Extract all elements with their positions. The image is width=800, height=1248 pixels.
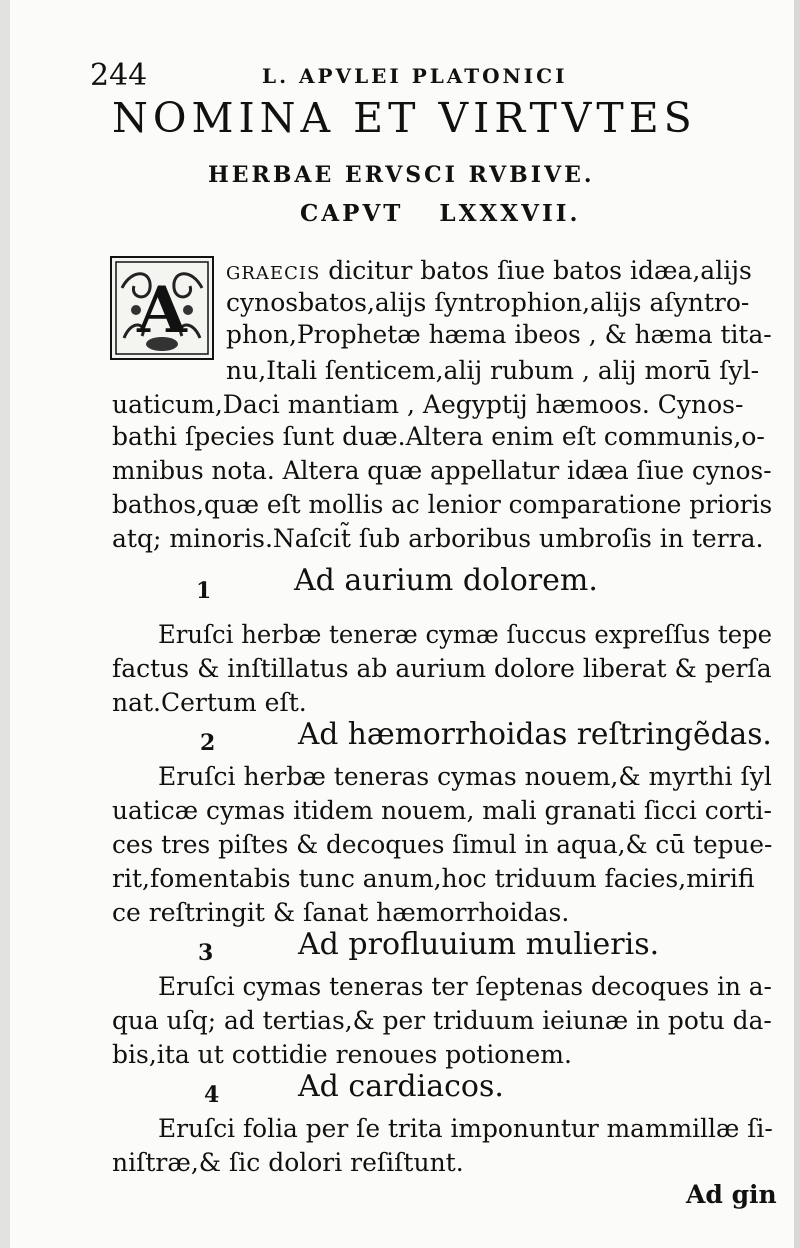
initial-letter: A [137,273,187,348]
intro-line: phon,Prophetæ hæma ibeos , & hæma tita- [226,320,772,349]
section-line: uaticæ cymas itidem nouem, mali granati ſicci corti- [112,796,772,825]
intro-line: mnibus nota. Altera quæ appellatur idæa ſiue cynos- [112,456,772,485]
section-number: 1 [196,578,212,604]
page-edge-left [0,0,10,1248]
chapter-label: CAPVT [300,200,404,227]
sub-title: HERBAE ERVSCI RVBIVE. [208,162,595,188]
intro-line: GRAECIS dicitur batos ſiue batos idæa,alijs [226,256,752,285]
section-heading: Ad cardiacos. [298,1069,504,1104]
running-head [90,58,730,98]
section-line: ces tres piſtes & decoques ſimul in aqua,& cū tepue- [112,830,773,859]
section-line: Eruſci herbæ teneras cymas nouem,& myrthi ſyl [158,762,772,791]
section-line: Eruſci folia per ſe trita imponuntur mammillæ ſi- [158,1114,773,1143]
section-heading: Ad aurium dolorem. [294,563,598,598]
section-line: Eruſci cymas teneras ter ſeptenas decoques in a- [158,972,772,1001]
section-heading: Ad profluuium mulieris. [298,927,660,962]
ornament-initial-icon [112,258,212,358]
section-heading: Ad hæmorrhoidas reſtringẽdas. [298,717,772,752]
main-title: NOMINA ET VIRTVTES [112,94,697,142]
catchword: Ad gin [686,1180,777,1209]
intro-line: uaticum,Daci mantiam , Aegyptij hæmoos. Cynos- [112,390,744,419]
section-number: 2 [200,730,216,756]
section-line: nat.Certum eſt. [112,688,307,717]
running-title: L. APVLEI PLATONICI [262,64,568,88]
section-line: rit,fomentabis tunc anum,hoc triduum facies,mirifi [112,864,755,893]
decorated-initial [110,256,214,360]
intro-line: atq; minoris.Naſcit̃ ſub arboribus umbroſis in terra. [112,524,764,553]
page-number: 244 [90,58,148,93]
section-line: Eruſci herbæ teneræ cymæ ſuccus expreſſus tepe [158,620,773,649]
intro-line: bathi ſpecies ſunt duæ.Altera enim eſt communis,o- [112,422,765,451]
intro-first-word: GRAECIS [226,263,321,284]
section-line: factus & inſtillatus ab aurium dolore liberat & perſa [112,654,772,683]
section-line: ce reſtringit & ſanat hæmorrhoidas. [112,898,570,927]
chapter-number: LXXXVII. [439,200,581,227]
intro-line: cynosbatos,alijs ſyntrophion,alijs aſyntro- [226,288,750,317]
section-number: 4 [204,1082,220,1108]
page-edge-right [794,0,800,1248]
section-line: niſtræ,& ſic dolori reſiſtunt. [112,1148,464,1177]
intro-line: bathos,quæ eſt mollis ac lenior comparatione prioris [112,490,773,519]
section-line: bis,ita ut cottidie renoues potionem. [112,1040,572,1069]
section-line: qua uſq; ad tertias,& per triduum ieiunæ in potu da- [112,1006,772,1035]
intro-line: nu,Itali ſenticem,alij rubum , alij morū ſyl- [226,356,760,385]
section-number: 3 [198,940,214,966]
chapter-heading [300,200,580,227]
